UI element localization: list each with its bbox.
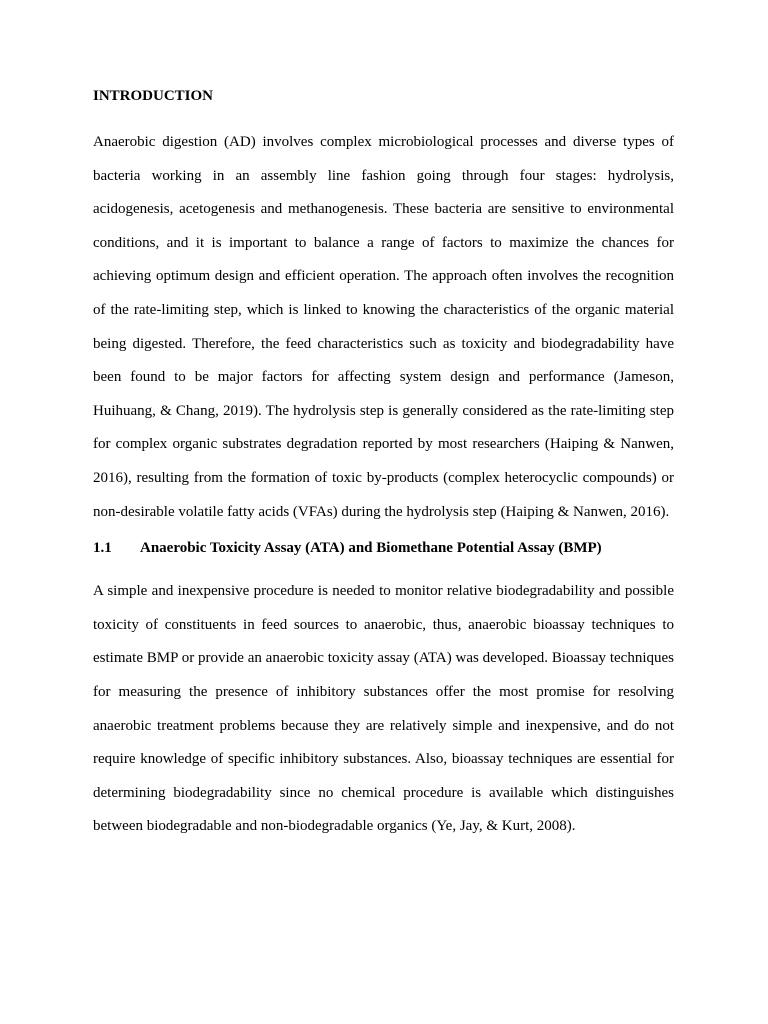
intro-paragraph: Anaerobic digestion (AD) involves complex microbiological processes and diverse types of bacteria working in an assembly line fashion going through four stages: hydrolysis, acidogenesis, acetogenesis and methanogenesis. These bacteria are sensitive to environmental conditions, and it is important to balance a range of factors to maximize the chances for achieving optimum design and efficient operation. The approach often involves the recognition of the rate-limiting step, which is linked to knowing the characteristics of the organic material being digested. Therefore, the feed characteristics such as toxicity and biodegradability have been found to be major factors for affecting system design and performance (Jameson, Huihuang, & Chang, 2019). The hydrolysis step is generally considered as the rate-limiting step for complex organic substrates degradation reported by most researchers (Haiping & Nanwen, 2016), resulting from the formation of toxic by-products (complex heterocyclic compounds) or non-desirable volatile fatty acids (VFAs) during the hydrolysis step (Haiping & Nanwen, 2016). xyxy=(93,134,674,520)
subsection-paragraph: A simple and inexpensive procedure is needed to monitor relative biodegradability and possible toxicity of constituents in feed sources to anaerobic, thus, anaerobic bioassay techniques to estimate BMP or provide an anaerobic toxicity assay (ATA) was developed. Bioassay techniques for measuring the presence of inhibitory substances offer the most promise for resolving anaerobic treatment problems because they are relatively simple and inexpensive, and do not require knowledge of specific inhibitory substances. Also, bioassay techniques are essential for determining biodegradability since no chemical procedure is available which distinguishes between biodegradable and non-biodegradable organics (Ye, Jay, & Kurt, 2008). xyxy=(93,583,674,835)
section-heading-introduction: INTRODUCTION xyxy=(93,88,214,104)
subsection-heading xyxy=(93,538,674,558)
document-page xyxy=(93,86,674,844)
subsection-number: 1.1 xyxy=(93,540,112,557)
subsection-title: Anaerobic Toxicity Assay (ATA) and Biomethane Potential Assay (BMP) xyxy=(140,540,602,557)
